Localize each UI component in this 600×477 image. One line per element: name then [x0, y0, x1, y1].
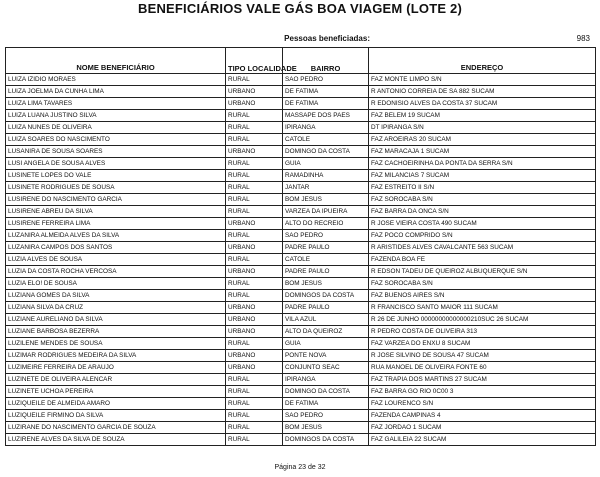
beneficiary-name-cell: LUZILENE MENDES DE SOUSA [6, 338, 226, 350]
locality-type-cell: RURAL [226, 422, 283, 434]
locality-type-cell: RURAL [226, 230, 283, 242]
neighborhood-cell: PONTE NOVA [283, 350, 369, 362]
locality-type-cell: RURAL [226, 338, 283, 350]
address-cell: FAZ TRAPIA DOS MARTINS 27 SUCAM [369, 374, 596, 386]
table-row [6, 386, 596, 398]
neighborhood-cell: DE FATIMA [283, 398, 369, 410]
beneficiary-name-cell: LUIZA IZIDIO MORAES [6, 74, 226, 86]
locality-type-cell: URBANO [226, 266, 283, 278]
table-row [6, 314, 596, 326]
beneficiary-name-cell: LUSI ANGELA DE SOUSA ALVES [6, 158, 226, 170]
address-cell: FAZ VARZEA DO ENXU 8 SUCAM [369, 338, 596, 350]
neighborhood-cell: CONJUNTO SEAC [283, 362, 369, 374]
table-row [6, 98, 596, 110]
address-cell: FAZENDA CAMPINAS 4 [369, 410, 596, 422]
table-row [6, 278, 596, 290]
address-cell: FAZ AROEIRAS 20 SUCAM [369, 134, 596, 146]
locality-type-cell: RURAL [226, 434, 283, 446]
address-cell: FAZENDA BOA FE [369, 254, 596, 266]
address-cell: FAZ ESTREITO II S/N [369, 182, 596, 194]
table-row [6, 182, 596, 194]
table-row [6, 338, 596, 350]
locality-type-cell: RURAL [226, 110, 283, 122]
locality-type-cell: RURAL [226, 410, 283, 422]
table-header-row [6, 48, 596, 74]
table-row [6, 254, 596, 266]
beneficiary-name-cell: LUZIANE AURELIANO DA SILVA [6, 314, 226, 326]
beneficiary-name-cell: LUSIRENE ABREU DA SILVA [6, 206, 226, 218]
table-row [6, 74, 596, 86]
column-header-locality-type: TIPO LOCALIDADE [226, 48, 283, 74]
neighborhood-cell: BOM JESUS [283, 422, 369, 434]
beneficiary-name-cell: LUIZA NUNES DE OLIVEIRA [6, 122, 226, 134]
beneficiary-name-cell: LUSANIRA DE SOUSA SOARES [6, 146, 226, 158]
beneficiary-name-cell: LUZIA ELO! DE SOUSA [6, 278, 226, 290]
locality-type-cell: RURAL [226, 170, 283, 182]
page-number: Página 23 de 32 [274, 464, 326, 471]
table-row [6, 158, 596, 170]
address-cell: RUA MANOEL DE OLIVEIRA FONTE 60 [369, 362, 596, 374]
neighborhood-cell: DE FATIMA [283, 98, 369, 110]
beneficiary-name-cell: LUZIA DA COSTA ROCHA VERCOSA [6, 266, 226, 278]
beneficiary-name-cell: LUIZA JOELMA DA CUNHA LIMA [6, 86, 226, 98]
table-row [6, 302, 596, 314]
locality-type-cell: RURAL [226, 398, 283, 410]
neighborhood-cell: DE FATIMA [283, 86, 369, 98]
address-cell: DT IPIRANGA S/N [369, 122, 596, 134]
neighborhood-cell: RAMADINHA [283, 170, 369, 182]
locality-type-cell: RURAL [226, 290, 283, 302]
table-row [6, 326, 596, 338]
neighborhood-cell: GUIA [283, 338, 369, 350]
beneficiary-name-cell: LUZIMEIRE FERREIRA DE ARAUJO [6, 362, 226, 374]
neighborhood-cell: GUIA [283, 158, 369, 170]
locality-type-cell: RURAL [226, 182, 283, 194]
neighborhood-cell: ALTO DO RECREIO [283, 218, 369, 230]
locality-type-cell: RURAL [226, 158, 283, 170]
beneficiary-name-cell: LUSIRENE DO NASCIMENTO GARCIA [6, 194, 226, 206]
beneficiaries-count-value: 983 [576, 34, 590, 43]
neighborhood-cell: MASSAPE DOS PAES [283, 110, 369, 122]
address-cell: FAZ CACHOEIRINHA DA PONTA DA SERRA S/N [369, 158, 596, 170]
beneficiary-name-cell: LUZIRENE ALVES DA SILVA DE SOUZA [6, 434, 226, 446]
locality-type-cell: RURAL [226, 254, 283, 266]
table-row [6, 374, 596, 386]
neighborhood-cell: PADRE PAULO [283, 302, 369, 314]
neighborhood-cell: DOMINGOS DA COSTA [283, 290, 369, 302]
beneficiary-name-cell: LUZIANA GOMES DA SILVA [6, 290, 226, 302]
table-row [6, 134, 596, 146]
address-cell: FAZ GALILEIA 22 SUCAM [369, 434, 596, 446]
beneficiary-name-cell: LUZIQUEILE DE ALMEIDA AMARO [6, 398, 226, 410]
locality-type-cell: URBANO [226, 146, 283, 158]
neighborhood-cell: PADRE PAULO [283, 242, 369, 254]
address-cell: FAZ MARACAJA 1 SUCAM [369, 146, 596, 158]
locality-type-cell: URBANO [226, 218, 283, 230]
beneficiary-name-cell: LUZINETE DE OLIVEIRA ALENCAR [6, 374, 226, 386]
beneficiary-name-cell: LUIZA SOARES DO NASCIMENTO [6, 134, 226, 146]
beneficiaries-count-label: Pessoas beneficiadas: [284, 34, 370, 43]
address-cell: R EDONISIO ALVES DA COSTA 37 SUCAM [369, 98, 596, 110]
beneficiary-name-cell: LUIZA LIMA TAVARES [6, 98, 226, 110]
table-row [6, 122, 596, 134]
neighborhood-cell: DOMINGO DA COSTA [283, 146, 369, 158]
table-row [6, 362, 596, 374]
locality-type-cell: RURAL [226, 374, 283, 386]
table-row [6, 218, 596, 230]
table-row [6, 146, 596, 158]
beneficiary-name-cell: LUSINETE RODRIGUES DE SOUSA [6, 182, 226, 194]
beneficiary-name-cell: LUIZA LUANA JUSTINO SILVA [6, 110, 226, 122]
address-cell: R JOSE VIEIRA COSTA 490 SUCAM [369, 218, 596, 230]
table-row [6, 434, 596, 446]
beneficiary-name-cell: LUZIA ALVES DE SOUSA [6, 254, 226, 266]
locality-type-cell: URBANO [226, 302, 283, 314]
neighborhood-cell: BOM JESUS [283, 278, 369, 290]
beneficiary-name-cell: LUZIANA SILVA DA CRUZ [6, 302, 226, 314]
address-cell: R ARISTIDES ALVES CAVALCANTE 563 SUCAM [369, 242, 596, 254]
table-row [6, 206, 596, 218]
table-row [6, 110, 596, 122]
column-header-address: ENDEREÇO [369, 48, 596, 74]
address-cell: R EDSON TADEU DE QUEIROZ ALBUQUERQUE S/N [369, 266, 596, 278]
beneficiary-name-cell: LUZIRANE DO NASCIMENTO GARCIA DE SOUZA [6, 422, 226, 434]
column-header-name: NOME BENEFICIÁRIO [6, 48, 226, 74]
neighborhood-cell: DOMINGO DA COSTA [283, 386, 369, 398]
locality-type-cell: URBANO [226, 242, 283, 254]
address-cell: FAZ POCO COMPRIDO S/N [369, 230, 596, 242]
address-cell: FAZ JORDAO 1 SUCAM [369, 422, 596, 434]
address-cell: FAZ BARRA DA ONCA S/N [369, 206, 596, 218]
table-row [6, 266, 596, 278]
table-row [6, 410, 596, 422]
document-title: BENEFICIÁRIOS VALE GÁS BOA VIAGEM (LOTE 2) [137, 1, 463, 16]
table-row [6, 290, 596, 302]
neighborhood-cell: BOM JESUS [283, 194, 369, 206]
address-cell: FAZ MILANCIAS 7 SUCAM [369, 170, 596, 182]
neighborhood-cell: DOMINGOS DA COSTA [283, 434, 369, 446]
column-header-neighborhood: BAIRRO [283, 48, 369, 74]
beneficiary-name-cell: LUZINETE UCHOA PEREIRA [6, 386, 226, 398]
beneficiary-name-cell: LUSINETE LOPES DO VALE [6, 170, 226, 182]
table-row [6, 422, 596, 434]
locality-type-cell: RURAL [226, 122, 283, 134]
neighborhood-cell: CATOLE [283, 254, 369, 266]
neighborhood-cell: ALTO DA QUEIROZ [283, 326, 369, 338]
address-cell: FAZ BELEM 19 SUCAM [369, 110, 596, 122]
neighborhood-cell: CATOLE [283, 134, 369, 146]
locality-type-cell: URBANO [226, 86, 283, 98]
locality-type-cell: RURAL [226, 386, 283, 398]
beneficiary-name-cell: LUZANIRA ALMEIDA ALVES DA SILVA [6, 230, 226, 242]
address-cell: FAZ LOURENCO S/N [369, 398, 596, 410]
locality-type-cell: RURAL [226, 206, 283, 218]
address-cell: FAZ SOROCABA S/N [369, 194, 596, 206]
address-cell: FAZ BUENOS AIRES S/N [369, 290, 596, 302]
beneficiary-name-cell: LUSIRENE FERREIRA LIMA [6, 218, 226, 230]
locality-type-cell: URBANO [226, 98, 283, 110]
table-row [6, 170, 596, 182]
locality-type-cell: RURAL [226, 194, 283, 206]
table-row [6, 194, 596, 206]
beneficiary-name-cell: LUZANIRA CAMPOS DOS SANTOS [6, 242, 226, 254]
table-row [6, 86, 596, 98]
beneficiaries-table [5, 47, 596, 446]
address-cell: FAZ MONTE LIMPO S/N [369, 74, 596, 86]
table-row [6, 230, 596, 242]
locality-type-cell: URBANO [226, 314, 283, 326]
locality-type-cell: URBANO [226, 350, 283, 362]
neighborhood-cell: SAO PEDRO [283, 410, 369, 422]
address-cell: R JOSE SILVINO DE SOUSA 47 SUCAM [369, 350, 596, 362]
neighborhood-cell: VILA AZUL [283, 314, 369, 326]
locality-type-cell: RURAL [226, 278, 283, 290]
beneficiary-name-cell: LUZIANE BARBOSA BEZERRA [6, 326, 226, 338]
neighborhood-cell: JANTAR [283, 182, 369, 194]
summary-line [0, 34, 600, 46]
table-row [6, 242, 596, 254]
address-cell: R PEDRO COSTA DE OLIVEIRA 313 [369, 326, 596, 338]
locality-type-cell: URBANO [226, 362, 283, 374]
address-cell: R FRANCISCO SANTO MAIOR 111 SUCAM [369, 302, 596, 314]
neighborhood-cell: VARZEA DA IPUEIRA [283, 206, 369, 218]
neighborhood-cell: PADRE PAULO [283, 266, 369, 278]
neighborhood-cell: SAO PEDRO [283, 230, 369, 242]
beneficiary-name-cell: LUZIQUEILE FIRMINO DA SILVA [6, 410, 226, 422]
locality-type-cell: RURAL [226, 74, 283, 86]
neighborhood-cell: SAO PEDRO [283, 74, 369, 86]
beneficiary-name-cell: LUZIMAR RODRIGUES MEDEIRA DA SILVA [6, 350, 226, 362]
neighborhood-cell: IPIRANGA [283, 374, 369, 386]
address-cell: FAZ SOROCABA S/N [369, 278, 596, 290]
locality-type-cell: RURAL [226, 134, 283, 146]
address-cell: R ANTONIO CORREIA DE SA 882 SUCAM [369, 86, 596, 98]
neighborhood-cell: IPIRANGA [283, 122, 369, 134]
table-row [6, 398, 596, 410]
table-row [6, 350, 596, 362]
address-cell: R 26 DE JUNHO 00000000000000210SUC 26 SUCAM [369, 314, 596, 326]
address-cell: FAZ BARRA GO RIO 0C00 3 [369, 386, 596, 398]
locality-type-cell: URBANO [226, 326, 283, 338]
